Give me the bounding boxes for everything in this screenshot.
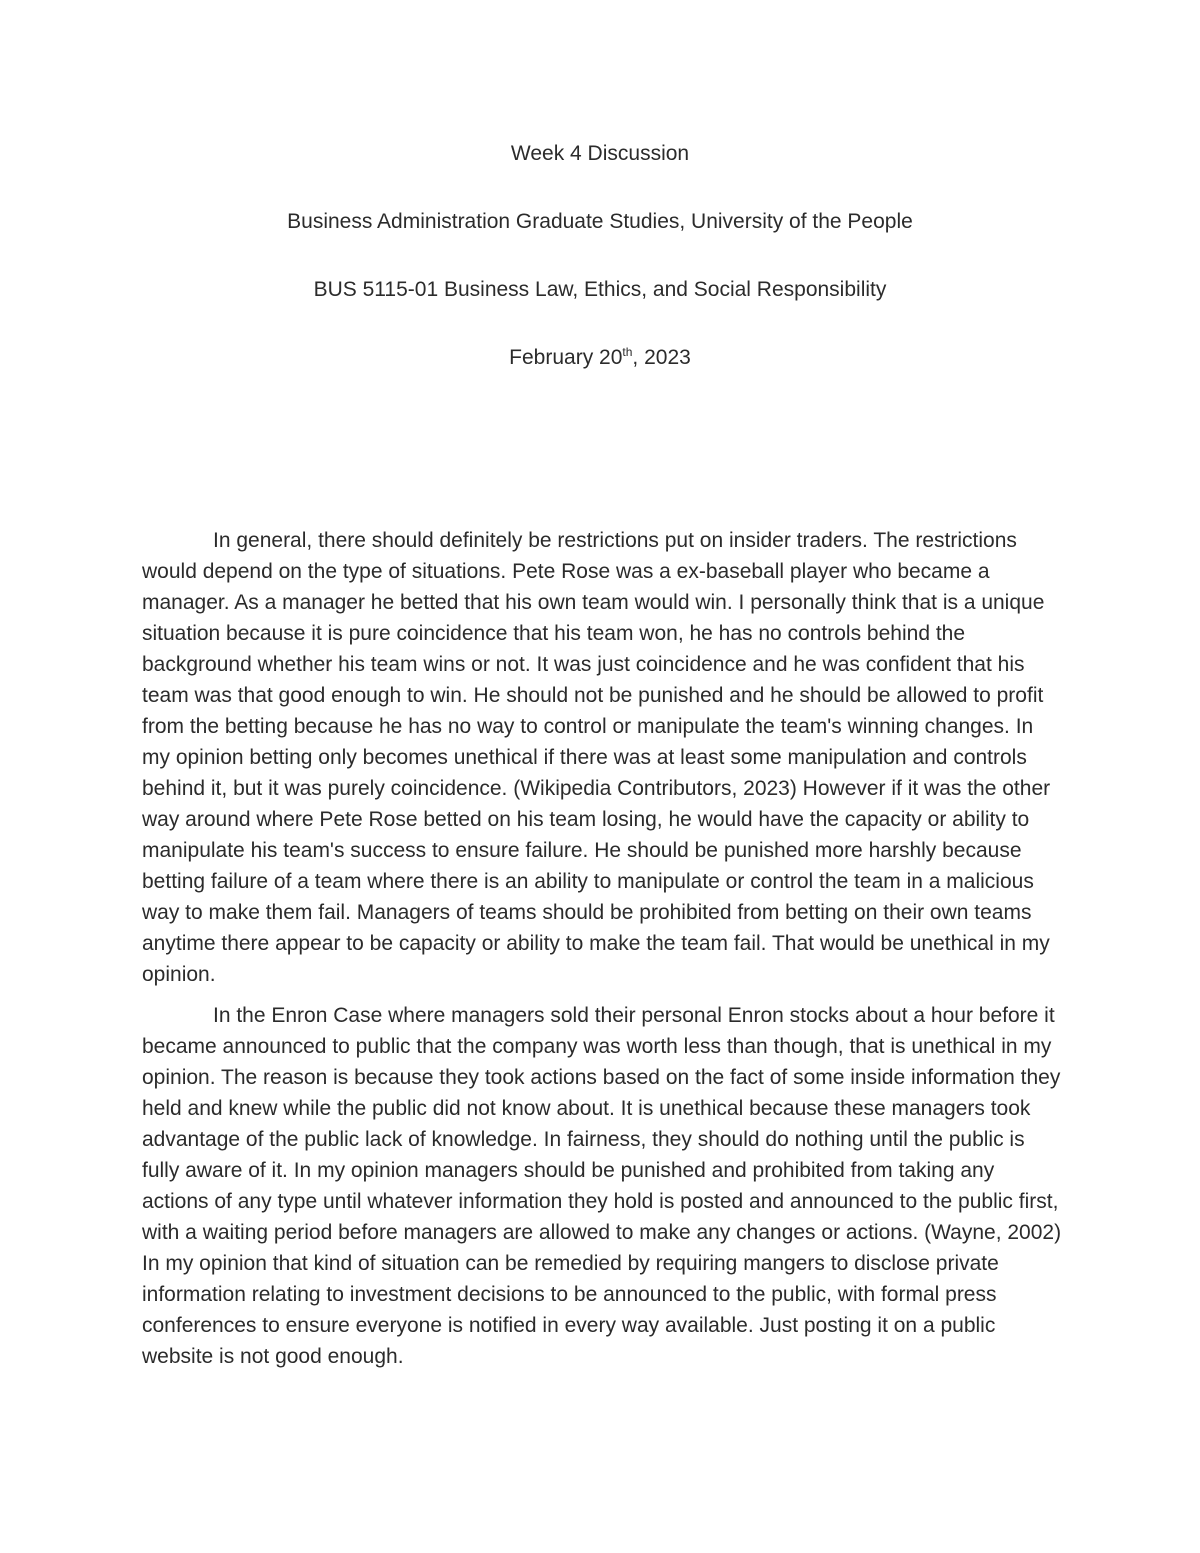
paragraph-line: prohibited from betting on their own teams anytime there appear to be capacity or ability: [142, 901, 1032, 955]
course-line: BUS 5115-01 Business Law, Ethics, and Social Responsibility: [313, 278, 887, 301]
paragraph-line: mangers to disclose private information relating to investment decisions to be: [142, 1252, 999, 1306]
paragraph-line: every way available. Just posting it on a public website is not good enough.: [142, 1314, 996, 1368]
paragraph-line: In the Enron Case where managers sold their personal Enron stocks about a: [213, 1004, 926, 1027]
paragraph-line: ability to manipulate his team's success to ensure failure. He should be punished more: [142, 808, 1030, 862]
paragraph-line: who became a manager. As a manager he betted that his own team would win. I: [142, 560, 990, 614]
paragraph-2: [142, 1000, 1062, 1372]
paragraph-line: to make the team fail. That would be unethical in my opinion.: [142, 932, 1050, 986]
date-line: [0, 344, 1200, 372]
date-prefix: February 20: [509, 346, 623, 369]
body-text: [142, 525, 1062, 1372]
paragraph-line: though, that is unethical in my opinion. The reason is because they took actions based: [142, 1035, 1052, 1089]
paragraph-1: [142, 525, 1062, 990]
date-suffix: , 2023: [632, 346, 691, 369]
paragraph-line: knowledge. In fairness, they should do nothing until the public is fully aware of it. In my: [142, 1128, 1025, 1182]
paragraph-line: harshly because betting failure of a team where there is an ability to manipulate or: [142, 839, 1022, 893]
paragraph-line: has no way to control or manipulate the team's winning changes. In my opinion betting: [142, 715, 1034, 769]
title-block: [0, 140, 1200, 372]
paragraph-line: announced to the public, with formal press conferences to ensure everyone is notified in: [142, 1283, 997, 1337]
paragraph-line: type until whatever information they hold is posted and announced to the public first,: [277, 1190, 1059, 1213]
paragraph-line: with a waiting period before managers are allowed to make any changes or actions.: [142, 1221, 919, 1244]
paragraph-line: but it was purely coincidence. (Wikipedia Contributors, 2023) However if it was the other: [233, 777, 1051, 800]
date-superscript: th: [622, 345, 633, 359]
paragraph-line: hour before it became announced to public that the company was worth less than: [142, 1004, 1055, 1058]
paragraph-line: way around where Pete Rose betted on his team losing, he would have the capacity or: [142, 808, 947, 831]
document-title: Week 4 Discussion: [510, 142, 690, 165]
paragraph-line: restrictions would depend on the type of situations. Pete Rose was a ex-baseball player: [142, 529, 1017, 583]
paragraph-line: on the fact of some inside information they held and knew while the public did not know: [142, 1066, 1061, 1120]
paragraph-line: (Wayne, 2002) In my opinion that kind of situation can be remedied by requiring: [142, 1221, 1062, 1275]
paragraph-line: control the team in a malicious way to make them fail. Managers of teams should be: [142, 870, 1034, 924]
program-line: Business Administration Graduate Studies, University of the People: [287, 210, 913, 233]
paragraph-line: won, he has no controls behind the background whether his team wins or not. It was: [142, 622, 966, 676]
paragraph-line: just coincidence and he was confident that his team was that good enough to win. He: [142, 653, 1025, 707]
paragraph-line: opinion managers should be punished and prohibited from taking any actions of any: [142, 1159, 995, 1213]
paragraph-line: should not be punished and he should be allowed to profit from the betting because he: [142, 684, 1044, 738]
paragraph-line: In general, there should definitely be restrictions put on insider traders. The: [213, 529, 910, 552]
paragraph-line: personally think that is a unique situation because it is pure coincidence that his team: [142, 591, 1045, 645]
paragraph-line: about. It is unethical because these managers took advantage of the public lack of: [142, 1097, 1031, 1151]
paragraph-line: only becomes unethical if there was at least some manipulation and controls behind it,: [142, 746, 1027, 800]
